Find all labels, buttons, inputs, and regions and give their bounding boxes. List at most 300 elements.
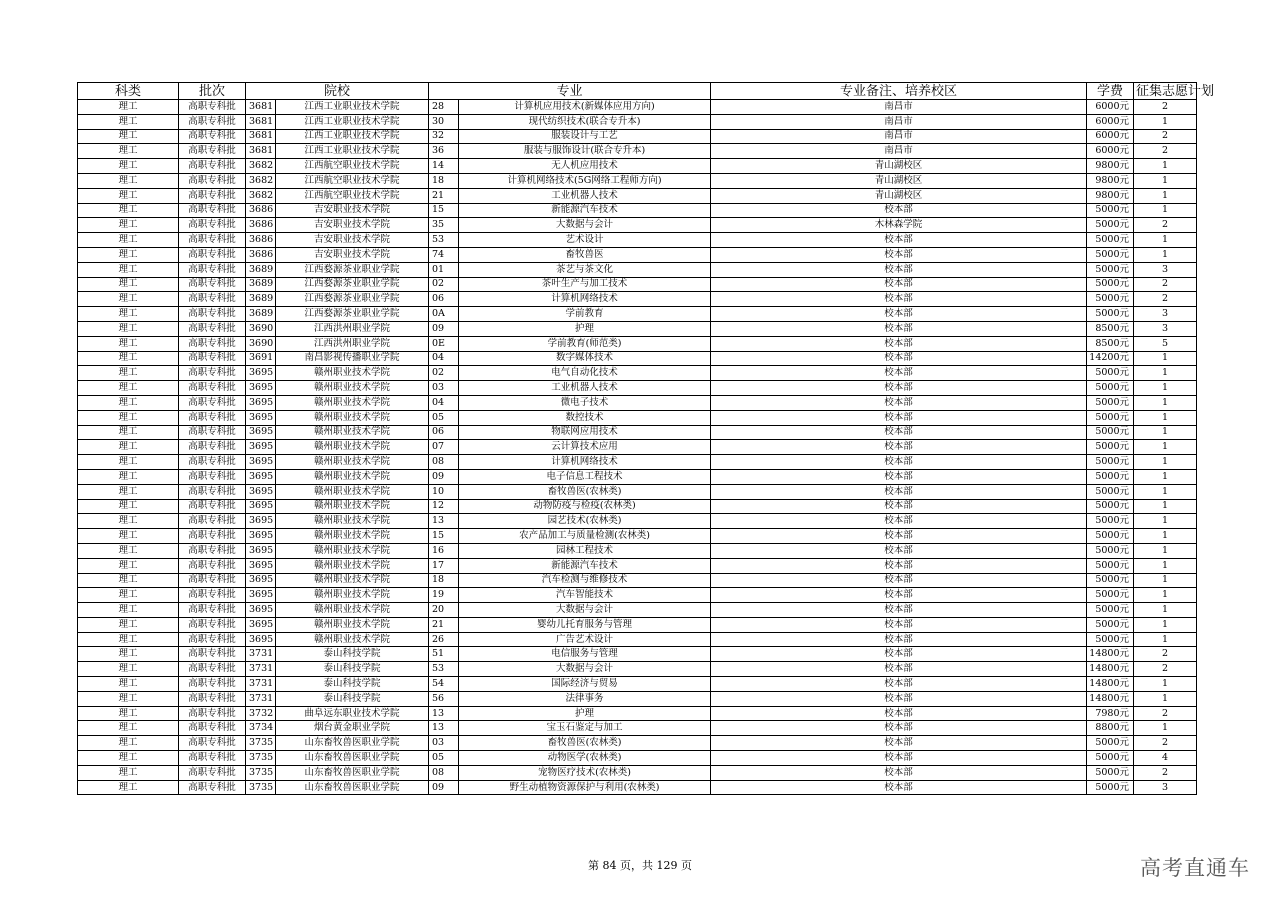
cell-major-code: 53 bbox=[429, 233, 459, 248]
cell-plan: 1 bbox=[1134, 499, 1197, 514]
cell-major-name: 动物防疫与检疫(农林类) bbox=[459, 499, 711, 514]
cell-school-name: 赣州职业技术学院 bbox=[276, 469, 429, 484]
cell-tuition: 5000元 bbox=[1087, 529, 1134, 544]
cell-batch: 高职专科批 bbox=[179, 780, 246, 795]
cell-tuition: 5000元 bbox=[1087, 307, 1134, 322]
cell-tuition: 5000元 bbox=[1087, 262, 1134, 277]
cell-subject: 理工 bbox=[78, 307, 179, 322]
header-tuition: 学费 bbox=[1087, 83, 1134, 100]
cell-major-code: 51 bbox=[429, 647, 459, 662]
cell-tuition: 5000元 bbox=[1087, 603, 1134, 618]
cell-subject: 理工 bbox=[78, 425, 179, 440]
cell-school-name: 赣州职业技术学院 bbox=[276, 381, 429, 396]
cell-subject: 理工 bbox=[78, 218, 179, 233]
table-row bbox=[78, 321, 1197, 336]
cell-plan: 1 bbox=[1134, 543, 1197, 558]
cell-major-name: 计算机网络技术 bbox=[459, 292, 711, 307]
cell-subject: 理工 bbox=[78, 529, 179, 544]
cell-tuition: 5000元 bbox=[1087, 410, 1134, 425]
cell-subject: 理工 bbox=[78, 381, 179, 396]
cell-major-code: 28 bbox=[429, 100, 459, 115]
cell-school-code: 3735 bbox=[246, 780, 276, 795]
cell-school-name: 山东畜牧兽医职业学院 bbox=[276, 765, 429, 780]
cell-major-code: 07 bbox=[429, 440, 459, 455]
cell-school-code: 3731 bbox=[246, 647, 276, 662]
page-number: 第 84 页，共 129 页 bbox=[588, 859, 692, 872]
cell-tuition: 5000元 bbox=[1087, 514, 1134, 529]
cell-subject: 理工 bbox=[78, 100, 179, 115]
cell-major-code: 18 bbox=[429, 573, 459, 588]
cell-batch: 高职专科批 bbox=[179, 351, 246, 366]
cell-plan: 5 bbox=[1134, 336, 1197, 351]
cell-plan: 1 bbox=[1134, 188, 1197, 203]
cell-campus: 校本部 bbox=[711, 321, 1087, 336]
cell-plan: 1 bbox=[1134, 529, 1197, 544]
cell-batch: 高职专科批 bbox=[179, 218, 246, 233]
cell-campus: 校本部 bbox=[711, 277, 1087, 292]
cell-plan: 2 bbox=[1134, 277, 1197, 292]
cell-school-name: 赣州职业技术学院 bbox=[276, 558, 429, 573]
cell-plan: 1 bbox=[1134, 410, 1197, 425]
cell-batch: 高职专科批 bbox=[179, 662, 246, 677]
cell-plan: 2 bbox=[1134, 706, 1197, 721]
cell-major-code: 13 bbox=[429, 706, 459, 721]
cell-school-code: 3695 bbox=[246, 632, 276, 647]
cell-school-name: 江西工业职业技术学院 bbox=[276, 144, 429, 159]
cell-campus: 木林森学院 bbox=[711, 218, 1087, 233]
cell-plan: 1 bbox=[1134, 469, 1197, 484]
table-row bbox=[78, 780, 1197, 795]
cell-plan: 2 bbox=[1134, 218, 1197, 233]
cell-major-name: 茶叶生产与加工技术 bbox=[459, 277, 711, 292]
cell-tuition: 5000元 bbox=[1087, 573, 1134, 588]
cell-school-code: 3695 bbox=[246, 469, 276, 484]
table-header-row bbox=[78, 83, 1197, 100]
cell-school-name: 山东畜牧兽医职业学院 bbox=[276, 751, 429, 766]
cell-plan: 1 bbox=[1134, 677, 1197, 692]
cell-major-code: 10 bbox=[429, 484, 459, 499]
cell-subject: 理工 bbox=[78, 751, 179, 766]
cell-plan: 1 bbox=[1134, 395, 1197, 410]
cell-major-code: 04 bbox=[429, 351, 459, 366]
table-row bbox=[78, 381, 1197, 396]
cell-school-name: 烟台黄金职业学院 bbox=[276, 721, 429, 736]
cell-campus: 南昌市 bbox=[711, 100, 1087, 115]
cell-subject: 理工 bbox=[78, 484, 179, 499]
cell-subject: 理工 bbox=[78, 292, 179, 307]
cell-school-name: 赣州职业技术学院 bbox=[276, 573, 429, 588]
cell-plan: 1 bbox=[1134, 691, 1197, 706]
cell-campus: 校本部 bbox=[711, 366, 1087, 381]
cell-school-code: 3695 bbox=[246, 366, 276, 381]
cell-school-name: 江西婺源茶业职业学院 bbox=[276, 307, 429, 322]
cell-subject: 理工 bbox=[78, 617, 179, 632]
cell-campus: 校本部 bbox=[711, 484, 1087, 499]
cell-major-name: 新能源汽车技术 bbox=[459, 203, 711, 218]
cell-major-name: 婴幼儿托育服务与管理 bbox=[459, 617, 711, 632]
cell-major-name: 数字媒体技术 bbox=[459, 351, 711, 366]
cell-subject: 理工 bbox=[78, 159, 179, 174]
cell-campus: 校本部 bbox=[711, 647, 1087, 662]
cell-major-code: 20 bbox=[429, 603, 459, 618]
cell-major-code: 13 bbox=[429, 721, 459, 736]
cell-plan: 1 bbox=[1134, 173, 1197, 188]
cell-batch: 高职专科批 bbox=[179, 307, 246, 322]
cell-batch: 高职专科批 bbox=[179, 617, 246, 632]
cell-school-name: 赣州职业技术学院 bbox=[276, 455, 429, 470]
cell-major-name: 园林工程技术 bbox=[459, 543, 711, 558]
cell-subject: 理工 bbox=[78, 351, 179, 366]
cell-major-name: 无人机应用技术 bbox=[459, 159, 711, 174]
cell-major-code: 16 bbox=[429, 543, 459, 558]
table-row bbox=[78, 100, 1197, 115]
cell-school-code: 3686 bbox=[246, 247, 276, 262]
cell-school-code: 3695 bbox=[246, 529, 276, 544]
cell-tuition: 5000元 bbox=[1087, 751, 1134, 766]
cell-major-code: 15 bbox=[429, 203, 459, 218]
table-row bbox=[78, 662, 1197, 677]
cell-major-name: 学前教育 bbox=[459, 307, 711, 322]
cell-school-code: 3691 bbox=[246, 351, 276, 366]
cell-plan: 2 bbox=[1134, 736, 1197, 751]
cell-batch: 高职专科批 bbox=[179, 469, 246, 484]
cell-major-name: 大数据与会计 bbox=[459, 662, 711, 677]
cell-tuition: 5000元 bbox=[1087, 218, 1134, 233]
cell-tuition: 5000元 bbox=[1087, 277, 1134, 292]
table-row bbox=[78, 617, 1197, 632]
table-row bbox=[78, 336, 1197, 351]
cell-major-code: 21 bbox=[429, 617, 459, 632]
cell-plan: 2 bbox=[1134, 144, 1197, 159]
cell-school-name: 吉安职业技术学院 bbox=[276, 203, 429, 218]
cell-school-code: 3682 bbox=[246, 188, 276, 203]
header-major: 专业 bbox=[429, 83, 711, 100]
cell-major-code: 17 bbox=[429, 558, 459, 573]
cell-subject: 理工 bbox=[78, 247, 179, 262]
cell-major-code: 0A bbox=[429, 307, 459, 322]
cell-school-name: 赣州职业技术学院 bbox=[276, 484, 429, 499]
cell-major-name: 农产品加工与质量检测(农林类) bbox=[459, 529, 711, 544]
cell-campus: 校本部 bbox=[711, 573, 1087, 588]
cell-school-name: 江西航空职业技术学院 bbox=[276, 159, 429, 174]
cell-batch: 高职专科批 bbox=[179, 603, 246, 618]
cell-subject: 理工 bbox=[78, 366, 179, 381]
cell-tuition: 8500元 bbox=[1087, 336, 1134, 351]
cell-major-name: 计算机网络技术(5G网络工程师方向) bbox=[459, 173, 711, 188]
cell-school-code: 3682 bbox=[246, 159, 276, 174]
cell-major-code: 08 bbox=[429, 765, 459, 780]
cell-major-code: 02 bbox=[429, 277, 459, 292]
cell-plan: 1 bbox=[1134, 617, 1197, 632]
cell-school-code: 3695 bbox=[246, 410, 276, 425]
cell-tuition: 6000元 bbox=[1087, 144, 1134, 159]
cell-campus: 青山湖校区 bbox=[711, 173, 1087, 188]
cell-batch: 高职专科批 bbox=[179, 129, 246, 144]
cell-plan: 1 bbox=[1134, 440, 1197, 455]
cell-school-code: 3735 bbox=[246, 765, 276, 780]
cell-tuition: 5000元 bbox=[1087, 588, 1134, 603]
cell-school-code: 3686 bbox=[246, 233, 276, 248]
cell-major-code: 32 bbox=[429, 129, 459, 144]
cell-school-name: 山东畜牧兽医职业学院 bbox=[276, 736, 429, 751]
cell-school-code: 3690 bbox=[246, 336, 276, 351]
cell-batch: 高职专科批 bbox=[179, 100, 246, 115]
cell-subject: 理工 bbox=[78, 647, 179, 662]
table-row bbox=[78, 543, 1197, 558]
cell-campus: 校本部 bbox=[711, 336, 1087, 351]
cell-plan: 1 bbox=[1134, 425, 1197, 440]
cell-school-code: 3681 bbox=[246, 100, 276, 115]
cell-tuition: 5000元 bbox=[1087, 736, 1134, 751]
cell-major-name: 园艺技术(农林类) bbox=[459, 514, 711, 529]
cell-school-name: 吉安职业技术学院 bbox=[276, 247, 429, 262]
cell-subject: 理工 bbox=[78, 573, 179, 588]
cell-school-name: 江西航空职业技术学院 bbox=[276, 173, 429, 188]
cell-tuition: 8500元 bbox=[1087, 321, 1134, 336]
cell-major-name: 护理 bbox=[459, 706, 711, 721]
cell-campus: 校本部 bbox=[711, 381, 1087, 396]
cell-plan: 1 bbox=[1134, 632, 1197, 647]
cell-major-code: 05 bbox=[429, 410, 459, 425]
cell-campus: 校本部 bbox=[711, 203, 1087, 218]
cell-tuition: 5000元 bbox=[1087, 203, 1134, 218]
cell-plan: 1 bbox=[1134, 114, 1197, 129]
cell-school-code: 3689 bbox=[246, 307, 276, 322]
cell-tuition: 9800元 bbox=[1087, 159, 1134, 174]
cell-subject: 理工 bbox=[78, 440, 179, 455]
cell-campus: 校本部 bbox=[711, 632, 1087, 647]
cell-school-name: 江西工业职业技术学院 bbox=[276, 100, 429, 115]
cell-school-name: 吉安职业技术学院 bbox=[276, 218, 429, 233]
cell-major-code: 26 bbox=[429, 632, 459, 647]
cell-major-code: 15 bbox=[429, 529, 459, 544]
cell-school-code: 3735 bbox=[246, 736, 276, 751]
table-row bbox=[78, 484, 1197, 499]
cell-campus: 校本部 bbox=[711, 262, 1087, 277]
cell-subject: 理工 bbox=[78, 780, 179, 795]
cell-major-name: 畜牧兽医 bbox=[459, 247, 711, 262]
cell-campus: 校本部 bbox=[711, 292, 1087, 307]
cell-major-name: 数控技术 bbox=[459, 410, 711, 425]
cell-school-code: 3695 bbox=[246, 603, 276, 618]
table-row bbox=[78, 440, 1197, 455]
cell-plan: 1 bbox=[1134, 603, 1197, 618]
cell-batch: 高职专科批 bbox=[179, 262, 246, 277]
cell-batch: 高职专科批 bbox=[179, 706, 246, 721]
cell-tuition: 5000元 bbox=[1087, 455, 1134, 470]
cell-plan: 3 bbox=[1134, 262, 1197, 277]
cell-school-code: 3695 bbox=[246, 395, 276, 410]
cell-major-code: 06 bbox=[429, 425, 459, 440]
cell-subject: 理工 bbox=[78, 514, 179, 529]
cell-major-name: 广告艺术设计 bbox=[459, 632, 711, 647]
cell-batch: 高职专科批 bbox=[179, 366, 246, 381]
cell-tuition: 5000元 bbox=[1087, 558, 1134, 573]
cell-subject: 理工 bbox=[78, 691, 179, 706]
cell-school-code: 3695 bbox=[246, 381, 276, 396]
cell-subject: 理工 bbox=[78, 188, 179, 203]
cell-school-name: 赣州职业技术学院 bbox=[276, 588, 429, 603]
table-row bbox=[78, 765, 1197, 780]
cell-campus: 校本部 bbox=[711, 662, 1087, 677]
cell-subject: 理工 bbox=[78, 632, 179, 647]
cell-subject: 理工 bbox=[78, 455, 179, 470]
cell-school-name: 吉安职业技术学院 bbox=[276, 233, 429, 248]
cell-campus: 校本部 bbox=[711, 440, 1087, 455]
cell-campus: 校本部 bbox=[711, 765, 1087, 780]
cell-major-code: 21 bbox=[429, 188, 459, 203]
cell-plan: 1 bbox=[1134, 159, 1197, 174]
cell-batch: 高职专科批 bbox=[179, 247, 246, 262]
cell-major-name: 现代纺织技术(联合专升本) bbox=[459, 114, 711, 129]
cell-plan: 1 bbox=[1134, 558, 1197, 573]
cell-tuition: 14800元 bbox=[1087, 662, 1134, 677]
cell-school-name: 泰山科技学院 bbox=[276, 662, 429, 677]
cell-subject: 理工 bbox=[78, 395, 179, 410]
cell-school-name: 赣州职业技术学院 bbox=[276, 632, 429, 647]
cell-batch: 高职专科批 bbox=[179, 499, 246, 514]
cell-tuition: 5000元 bbox=[1087, 780, 1134, 795]
cell-campus: 校本部 bbox=[711, 543, 1087, 558]
table-row bbox=[78, 129, 1197, 144]
cell-major-name: 电气自动化技术 bbox=[459, 366, 711, 381]
cell-tuition: 5000元 bbox=[1087, 381, 1134, 396]
cell-campus: 校本部 bbox=[711, 351, 1087, 366]
cell-major-name: 汽车检测与维修技术 bbox=[459, 573, 711, 588]
cell-tuition: 5000元 bbox=[1087, 425, 1134, 440]
cell-campus: 校本部 bbox=[711, 721, 1087, 736]
cell-campus: 校本部 bbox=[711, 736, 1087, 751]
cell-plan: 1 bbox=[1134, 455, 1197, 470]
cell-major-code: 54 bbox=[429, 677, 459, 692]
cell-school-code: 3681 bbox=[246, 114, 276, 129]
cell-subject: 理工 bbox=[78, 469, 179, 484]
cell-major-name: 艺术设计 bbox=[459, 233, 711, 248]
cell-school-name: 赣州职业技术学院 bbox=[276, 366, 429, 381]
table-row bbox=[78, 677, 1197, 692]
cell-plan: 2 bbox=[1134, 647, 1197, 662]
cell-campus: 校本部 bbox=[711, 751, 1087, 766]
cell-batch: 高职专科批 bbox=[179, 514, 246, 529]
cell-school-name: 泰山科技学院 bbox=[276, 691, 429, 706]
cell-batch: 高职专科批 bbox=[179, 173, 246, 188]
cell-batch: 高职专科批 bbox=[179, 440, 246, 455]
cell-major-name: 云计算技术应用 bbox=[459, 440, 711, 455]
table-row bbox=[78, 203, 1197, 218]
cell-plan: 1 bbox=[1134, 203, 1197, 218]
cell-batch: 高职专科批 bbox=[179, 588, 246, 603]
cell-major-name: 服装与服饰设计(联合专升本) bbox=[459, 144, 711, 159]
cell-subject: 理工 bbox=[78, 543, 179, 558]
cell-subject: 理工 bbox=[78, 765, 179, 780]
cell-school-name: 泰山科技学院 bbox=[276, 647, 429, 662]
cell-major-code: 56 bbox=[429, 691, 459, 706]
table-row bbox=[78, 114, 1197, 129]
table-row bbox=[78, 366, 1197, 381]
cell-plan: 2 bbox=[1134, 292, 1197, 307]
cell-school-code: 3734 bbox=[246, 721, 276, 736]
cell-plan: 1 bbox=[1134, 247, 1197, 262]
cell-tuition: 5000元 bbox=[1087, 617, 1134, 632]
cell-subject: 理工 bbox=[78, 129, 179, 144]
table-row bbox=[78, 529, 1197, 544]
cell-tuition: 5000元 bbox=[1087, 247, 1134, 262]
cell-major-code: 30 bbox=[429, 114, 459, 129]
cell-campus: 校本部 bbox=[711, 691, 1087, 706]
cell-subject: 理工 bbox=[78, 677, 179, 692]
cell-campus: 校本部 bbox=[711, 603, 1087, 618]
cell-major-name: 计算机网络技术 bbox=[459, 455, 711, 470]
cell-plan: 2 bbox=[1134, 662, 1197, 677]
cell-batch: 高职专科批 bbox=[179, 558, 246, 573]
cell-batch: 高职专科批 bbox=[179, 277, 246, 292]
cell-school-name: 泰山科技学院 bbox=[276, 677, 429, 692]
header-batch: 批次 bbox=[179, 83, 246, 100]
cell-plan: 1 bbox=[1134, 366, 1197, 381]
cell-school-code: 3686 bbox=[246, 218, 276, 233]
cell-school-name: 赣州职业技术学院 bbox=[276, 410, 429, 425]
cell-school-name: 江西洪州职业学院 bbox=[276, 336, 429, 351]
cell-major-name: 微电子技术 bbox=[459, 395, 711, 410]
cell-major-code: 08 bbox=[429, 455, 459, 470]
cell-major-code: 09 bbox=[429, 469, 459, 484]
cell-subject: 理工 bbox=[78, 144, 179, 159]
cell-campus: 南昌市 bbox=[711, 129, 1087, 144]
cell-major-code: 13 bbox=[429, 514, 459, 529]
cell-tuition: 8800元 bbox=[1087, 721, 1134, 736]
cell-subject: 理工 bbox=[78, 233, 179, 248]
cell-plan: 3 bbox=[1134, 780, 1197, 795]
cell-school-code: 3695 bbox=[246, 425, 276, 440]
table-row bbox=[78, 233, 1197, 248]
cell-major-name: 大数据与会计 bbox=[459, 218, 711, 233]
cell-school-code: 3686 bbox=[246, 203, 276, 218]
cell-subject: 理工 bbox=[78, 558, 179, 573]
cell-school-code: 3689 bbox=[246, 277, 276, 292]
cell-plan: 1 bbox=[1134, 721, 1197, 736]
cell-batch: 高职专科批 bbox=[179, 765, 246, 780]
cell-batch: 高职专科批 bbox=[179, 543, 246, 558]
cell-school-code: 3689 bbox=[246, 292, 276, 307]
cell-batch: 高职专科批 bbox=[179, 203, 246, 218]
cell-batch: 高职专科批 bbox=[179, 381, 246, 396]
cell-major-code: 06 bbox=[429, 292, 459, 307]
cell-campus: 校本部 bbox=[711, 307, 1087, 322]
cell-tuition: 5000元 bbox=[1087, 765, 1134, 780]
cell-school-code: 3681 bbox=[246, 129, 276, 144]
table-row bbox=[78, 691, 1197, 706]
cell-major-code: 01 bbox=[429, 262, 459, 277]
cell-major-name: 计算机应用技术(新媒体应用方向) bbox=[459, 100, 711, 115]
cell-school-code: 3695 bbox=[246, 617, 276, 632]
cell-school-name: 江西洪州职业学院 bbox=[276, 321, 429, 336]
table-row bbox=[78, 277, 1197, 292]
header-plan: 征集志愿计划 bbox=[1134, 83, 1197, 100]
table-row bbox=[78, 292, 1197, 307]
table-row bbox=[78, 395, 1197, 410]
cell-batch: 高职专科批 bbox=[179, 410, 246, 425]
cell-campus: 校本部 bbox=[711, 706, 1087, 721]
cell-batch: 高职专科批 bbox=[179, 632, 246, 647]
cell-school-code: 3731 bbox=[246, 691, 276, 706]
cell-school-name: 赣州职业技术学院 bbox=[276, 499, 429, 514]
cell-major-name: 物联网应用技术 bbox=[459, 425, 711, 440]
cell-plan: 3 bbox=[1134, 307, 1197, 322]
cell-major-name: 学前教育(师范类) bbox=[459, 336, 711, 351]
cell-tuition: 5000元 bbox=[1087, 292, 1134, 307]
cell-campus: 青山湖校区 bbox=[711, 159, 1087, 174]
cell-major-code: 35 bbox=[429, 218, 459, 233]
